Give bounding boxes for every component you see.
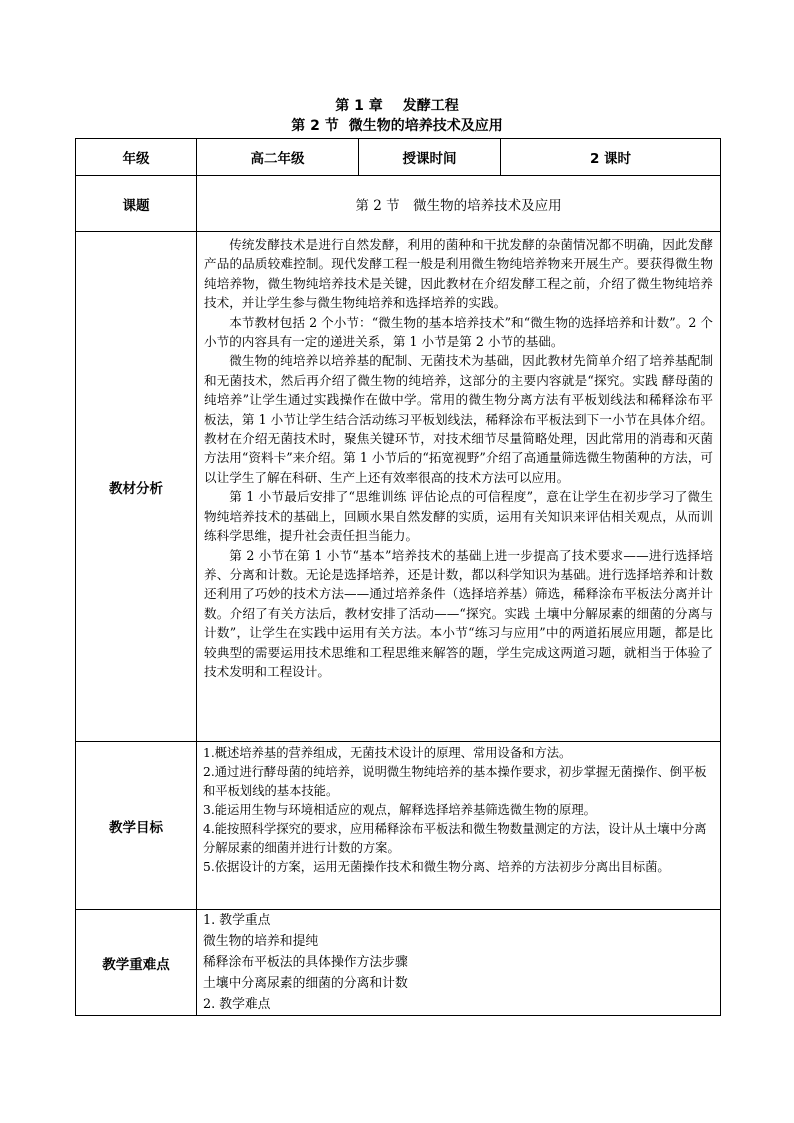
section-number: 第 2 节 bbox=[291, 118, 339, 134]
grade-row bbox=[76, 139, 721, 176]
focus-line: 微生物的培养和提纯 bbox=[203, 934, 319, 949]
focus-label: 教学重难点 bbox=[76, 910, 197, 1016]
focus-row bbox=[76, 910, 721, 1016]
document-titles bbox=[0, 96, 794, 136]
focus-line: 稀释涂布平板法的具体操作方法步骤 bbox=[203, 955, 408, 970]
focus-content bbox=[197, 910, 721, 1016]
section-heading bbox=[0, 116, 794, 136]
focus-line: 1. 教学重点 bbox=[203, 913, 271, 928]
chapter-heading bbox=[0, 96, 794, 116]
grade-value: 高二年级 bbox=[197, 139, 359, 176]
analysis-label: 教材分析 bbox=[76, 232, 197, 742]
goals-content bbox=[197, 742, 721, 910]
goal-item: 4.能按照科学探究的要求，应用稀释涂布平板法和微生物数量测定的方法，设计从土壤中分离分解尿素的细菌并进行计数的方案。 bbox=[203, 822, 707, 855]
analysis-row bbox=[76, 232, 721, 742]
analysis-paragraph: 第 1 小节最后安排了“思维训练 评估论点的可信程度”，意在让学生在初步学习了微生物纯培养技术的基础上，回顾水果自然发酵的实质，运用有关知识来评估相关观点，从而训练科学思维，提升社会责任担当能力。 bbox=[204, 489, 713, 544]
analysis-paragraph: 传统发酵技术是进行自然发酵，利用的菌种和干扰发酵的杂菌情况都不明确，因此发酵产品的品质较难控制。现代发酵工程一般是利用微生物纯培养物来开展生产。要获得微生物纯培养物，微生物纯培养技术是关键，因此教材在介绍发酵工程之前，介绍了微生物纯培养技术，并让学生参与微生物纯培养和选择培养的实践。 bbox=[204, 237, 713, 311]
focus-line: 2. 教学难点 bbox=[203, 997, 271, 1012]
section-title: 微生物的培养技术及应用 bbox=[348, 118, 503, 134]
analysis-paragraph: 本节教材包括 2 个小节：“微生物的基本培养技术”和“微生物的选择培养和计数”。2 个小节的内容具有一定的递进关系，第 1 小节是第 2 小节的基础。 bbox=[204, 314, 713, 350]
goal-item: 3.能运用生物与环境相适应的观点，解释选择培养基筛选微生物的原理。 bbox=[203, 803, 596, 817]
focus-line: 土壤中分离尿素的细菌的分离和计数 bbox=[203, 976, 408, 991]
analysis-paragraph: 第 2 小节在第 1 小节“基本”培养技术的基础上进一步提高了技术要求——进行选择培养、分离和计数。无论是选择培养，还是计数，都以科学知识为基础。进行选择培养和计数还利用了巧妙的技术方法——通过培养条件（选择培养基）筛选，稀释涂布平板法分离并计数。介绍了有关方法后，教材安排了活动——“探究。实践 土壤中分解尿素的细菌的分离与计数”，让学生在实践中运用有关方法。本小节“练习与应用”中的两道拓展应用题，都是比较典型的需要运用技术思维和工程思维来解答的题，学生完成这两道习题，就相当于体验了技术发明和工程设计。 bbox=[204, 547, 713, 679]
chapter-title: 发酵工程 bbox=[402, 98, 459, 114]
topic-value: 第 2 节 微生物的培养技术及应用 bbox=[197, 176, 721, 232]
analysis-paragraph: 微生物的纯培养以培养基的配制、无菌技术为基础，因此教材先简单介绍了培养基配制和无菌技术，然后再介绍了微生物的纯培养，这部分的主要内容就是“探究。实践 酵母菌的纯培养”让学生通过实践操作在做中学。常用的微生物分离方法有平板划线法和稀释涂布平板法，第 1 小节让学生结合活动练习平板划线法，稀释涂布平板法到下一小节在具体介绍。教材在介绍无菌技术时，聚焦关键环节，对技术细节尽量简略处理，因此常用的消毒和灭菌方法用“资料卡”来介绍。第 1 小节后的“拓宽视野”介绍了高通量筛选微生物菌种的方法，可以让学生了解在科研、生产上还有效率很高的技术方法可以应用。 bbox=[204, 353, 713, 485]
goal-item: 5.依据设计的方案，运用无菌操作技术和微生物分离、培养的方法初步分离出目标菌。 bbox=[203, 860, 670, 874]
grade-label: 年级 bbox=[76, 139, 197, 176]
time-label: 授课时间 bbox=[359, 139, 501, 176]
analysis-content bbox=[197, 232, 721, 742]
goals-row bbox=[76, 742, 721, 910]
goals-label: 教学目标 bbox=[76, 742, 197, 910]
topic-row bbox=[76, 176, 721, 232]
goal-item: 1.概述培养基的营养组成，无菌技术设计的原理、常用设备和方法。 bbox=[203, 746, 572, 760]
time-value: 2 课时 bbox=[501, 139, 721, 176]
goal-item: 2.通过进行酵母菌的纯培养，说明微生物纯培养的基本操作要求，初步掌握无菌操作、倒平板和平板划线的基本技能。 bbox=[203, 765, 707, 798]
lesson-plan-table bbox=[75, 138, 721, 1016]
chapter-number: 第 1 章 bbox=[335, 98, 383, 114]
topic-label: 课题 bbox=[76, 176, 197, 232]
